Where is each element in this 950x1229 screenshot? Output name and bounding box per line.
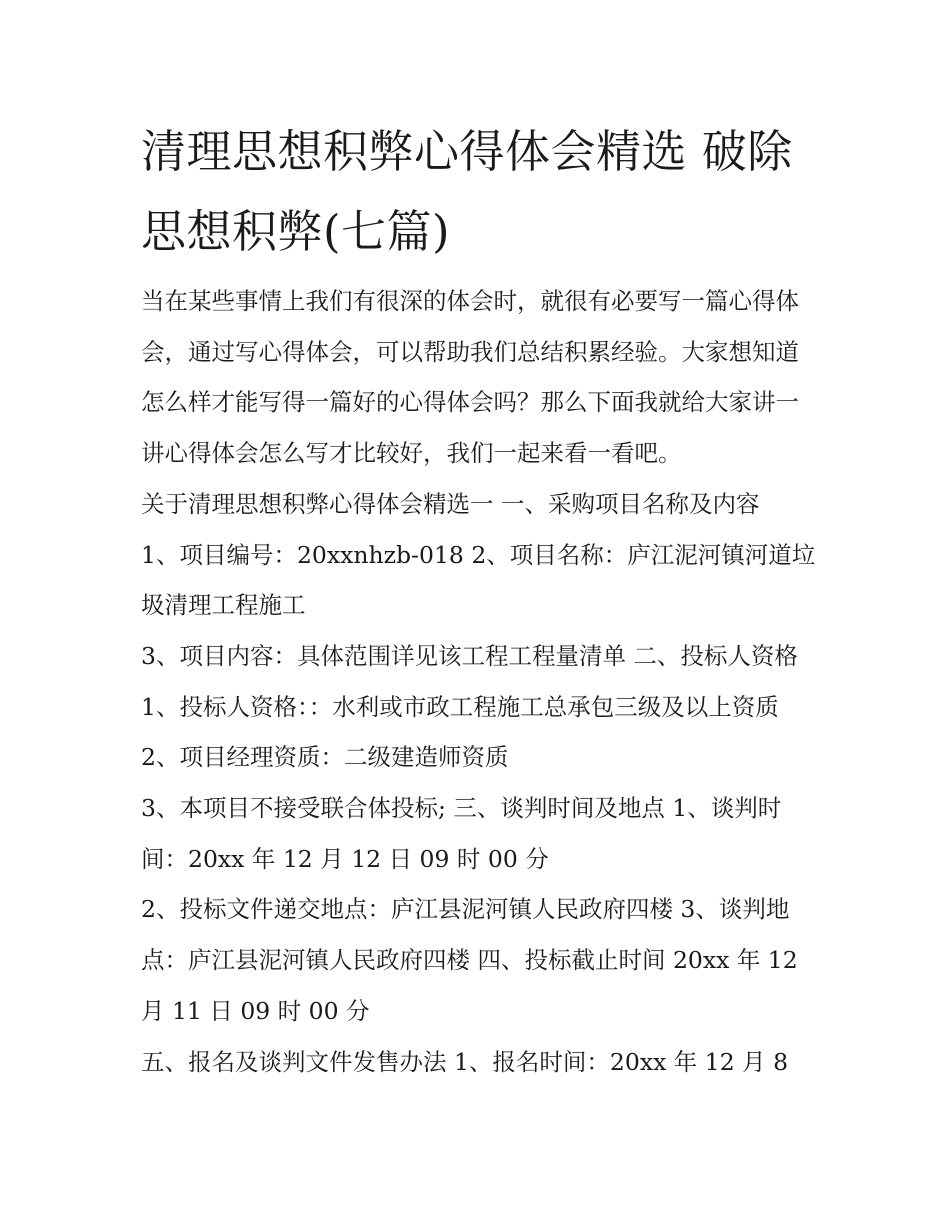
project-number-paragraph: 1、项目编号：20xxnhzb-018 2、项目名称：庐江泥河镇河道垃圾清理工程施工: [141, 540, 816, 620]
submission-location-paragraph: 2、投标文件递交地点：庐江县泥河镇人民政府四楼 3、谈判地点：庐江县泥河镇人民政府四楼 四、投标截止时间 20xx 年 12 月 11 日 09 时 00 分: [141, 895, 798, 1025]
section-heading-paragraph: 关于清理思想积弊心得体会精选一 一、采购项目名称及内容: [141, 489, 760, 518]
registration-paragraph: 五、报名及谈判文件发售办法 1、报名时间：20xx 年 12 月 8: [141, 1047, 789, 1076]
document-page: [141, 112, 821, 1087]
negotiation-time-paragraph: 3、本项目不接受联合体投标; 三、谈判时间及地点 1、谈判时间：20xx 年 12 月 12 日 09 时 00 分: [141, 794, 782, 873]
project-content-paragraph: 3、项目内容：具体范围详见该工程工程量清单 二、投标人资格 1、投标人资格：：水利或市政工程施工总承包三级及以上资质 2、项目经理资质：二级建造师资质: [141, 641, 798, 772]
document-title: 清理思想积弊心得体会精选 破除思想积弊(七篇): [141, 125, 793, 258]
document-body: [141, 276, 821, 1087]
intro-paragraph: 当在某些事情上我们有很深的体会时，就很有必要写一篇心得体会，通过写心得体会，可以帮助我们总结积累经验。大家想知道怎么样才能写得一篇好的心得体会吗？那么下面我就给大家讲一讲心得体会怎么写才比较好，我们一起来看一看吧。: [141, 287, 799, 468]
